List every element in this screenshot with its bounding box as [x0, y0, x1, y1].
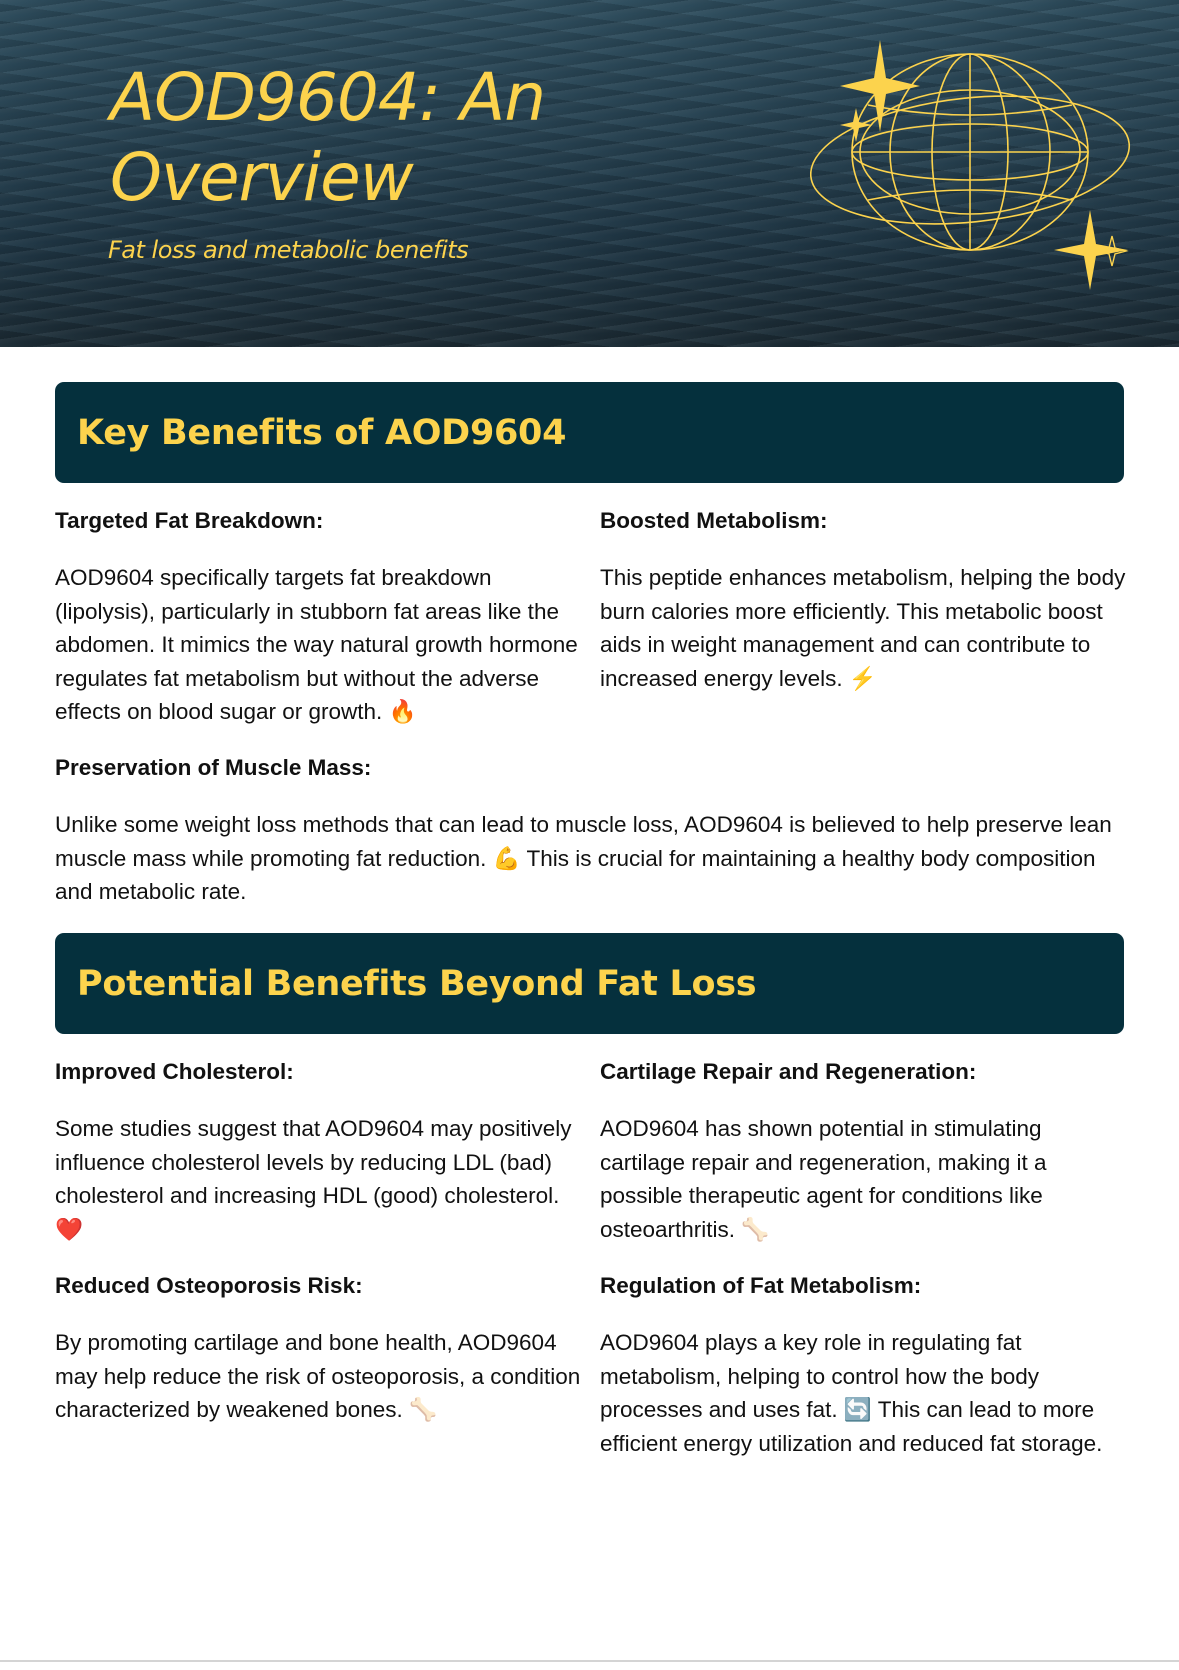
benefit-regulation-fat-metabolism [600, 1273, 1130, 1460]
benefit-targeted-fat-breakdown [55, 508, 588, 729]
benefit-title: Targeted Fat Breakdown: [55, 508, 324, 533]
section-heading: Key Benefits of AOD9604 [77, 412, 567, 453]
benefit-body: By promoting cartilage and bone health, AOD9604 may help reduce the risk of osteoporosis, a condition characterized by weakened bones. 🦴 [55, 1330, 581, 1422]
benefit-title: Boosted Metabolism: [600, 508, 828, 533]
benefit-title: Regulation of Fat Metabolism: [600, 1273, 922, 1298]
page-subtitle: Fat loss and metabolic benefits [108, 236, 469, 264]
benefit-body: AOD9604 has shown potential in stimulating cartilage repair and regeneration, making it a possible therapeutic agent for conditions like osteoarthritis. 🦴 [600, 1116, 1047, 1242]
benefit-body: This peptide enhances metabolism, helping the body burn calories more efficiently. This metabolic boost aids in weight management and can contribute to increased energy levels. ⚡ [600, 565, 1126, 691]
benefit-body: Unlike some weight loss methods that can lead to muscle loss, AOD9604 is believed to help preserve lean muscle mass while promoting fat reduction. 💪 This is crucial for maintaining a healthy body composition and metabolic rate. [55, 812, 1112, 904]
benefit-cartilage-repair [600, 1059, 1130, 1246]
benefit-title: Improved Cholesterol: [55, 1059, 294, 1084]
page-title: AOD9604: An Overview [110, 59, 546, 216]
benefit-body: AOD9604 plays a key role in regulating fat metabolism, helping to control how the body processes and uses fat. 🔄 This can lead to more efficient energy utilization and reduced fat storage. [600, 1330, 1103, 1456]
benefit-body: Some studies suggest that AOD9604 may positively influence cholesterol levels by reducing LDL (bad) cholesterol and increasing HDL (good) cholesterol. ❤️ [55, 1116, 572, 1242]
benefit-title: Preservation of Muscle Mass: [55, 755, 372, 780]
section-banner-key-benefits [55, 382, 1124, 483]
benefit-improved-cholesterol [55, 1059, 588, 1246]
benefit-title: Cartilage Repair and Regeneration: [600, 1059, 977, 1084]
benefit-title: Reduced Osteoporosis Risk: [55, 1273, 363, 1298]
benefit-boosted-metabolism [600, 508, 1130, 695]
benefit-preservation-muscle-mass [55, 755, 1130, 909]
globe-sparkle-icon [810, 30, 1150, 290]
benefit-reduced-osteoporosis-risk [55, 1273, 588, 1427]
hero-header [0, 0, 1179, 347]
page-bottom-divider [0, 1660, 1179, 1662]
section-heading: Potential Benefits Beyond Fat Loss [77, 963, 757, 1004]
benefit-body: AOD9604 specifically targets fat breakdown (lipolysis), particularly in stubborn fat areas like the abdomen. It mimics the way natural growth hormone regulates fat metabolism but without the adverse effects on blood sugar or growth. 🔥 [55, 565, 578, 724]
section-banner-potential-benefits [55, 933, 1124, 1034]
